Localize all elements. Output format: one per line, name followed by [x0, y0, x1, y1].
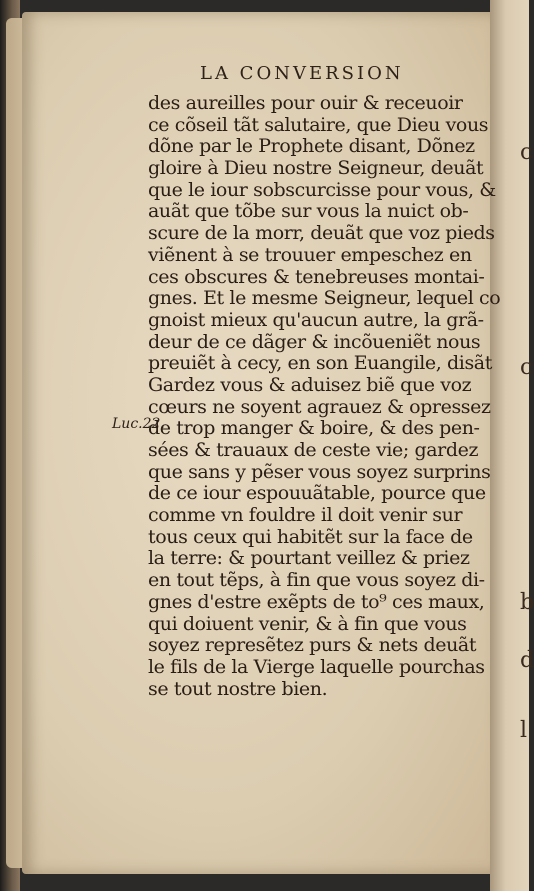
facing-page-glyph: c	[520, 140, 533, 165]
facing-page-glyph: d	[520, 648, 534, 673]
text-block	[148, 93, 500, 700]
text-line: scure de la morr, deuãt que voz pieds	[148, 222, 495, 245]
text-line: gnes d'estre exẽpts de to⁹ ces maux,	[148, 590, 485, 613]
text-line: que le iour sobscurcisse pour vous, &	[148, 178, 496, 201]
text-line: en tout tẽps, à fin que vous soyez di-	[148, 569, 485, 592]
text-line: cœurs ne soyent agrauez & opressez	[148, 395, 491, 418]
text-line: preuiẽt à cecy, en son Euangile, disãt	[148, 352, 492, 375]
text-line: des aureilles pour ouir & receuoir	[148, 92, 463, 114]
text-line: qui doiuent venir, & à fin que vous	[148, 612, 467, 635]
text-line: gloire à Dieu nostre Seigneur, deuãt	[148, 157, 484, 180]
text-line: gnoist mieux qu'aucun autre, la grã-	[148, 308, 484, 331]
text-line: tous ceux qui habitẽt sur la face de	[148, 525, 473, 548]
text-line: auãt que tõbe sur vous la nuict ob-	[148, 200, 469, 223]
text-line: le fils de la Vierge laquelle pourchas	[148, 655, 485, 678]
facing-page-glyph: c	[520, 355, 533, 380]
facing-page-glyph: b	[520, 590, 534, 615]
margin-note: Luc.22.	[112, 416, 165, 432]
text-line: comme vn fouldre il doit venir sur	[148, 504, 463, 527]
running-head: LA CONVERSION	[200, 63, 404, 84]
text-line: soyez represẽtez purs & nets deuãt	[148, 634, 477, 657]
text-line: que sans y pẽser vous soyez surprins	[148, 460, 491, 483]
facing-page-glyph: l	[520, 718, 528, 743]
text-line: se tout nostre bien.	[148, 677, 328, 700]
text-line: sées & trauaux de ceste vie; gardez	[148, 439, 479, 461]
text-line: la terre: & pourtant veillez & priez	[148, 547, 470, 570]
text-line: de trop manger & boire, & des pen-	[148, 417, 480, 440]
text-line: ces obscures & tenebreuses montai-	[148, 265, 485, 288]
text-line: de ce iour espouuãtable, pource que	[148, 482, 486, 505]
text-line: dõne par le Prophete disant, Dõnez	[148, 135, 475, 158]
text-line: viẽnent à se trouuer empeschez en	[148, 243, 472, 266]
text-line: ce cõseil tãt salutaire, que Dieu vous	[148, 113, 489, 136]
text-line: Gardez vous & aduisez biẽ que voz	[148, 373, 472, 396]
text-line: gnes. Et le mesme Seigneur, lequel co	[148, 287, 501, 310]
text-line: deur de ce dãger & incõueniẽt nous	[148, 330, 481, 353]
